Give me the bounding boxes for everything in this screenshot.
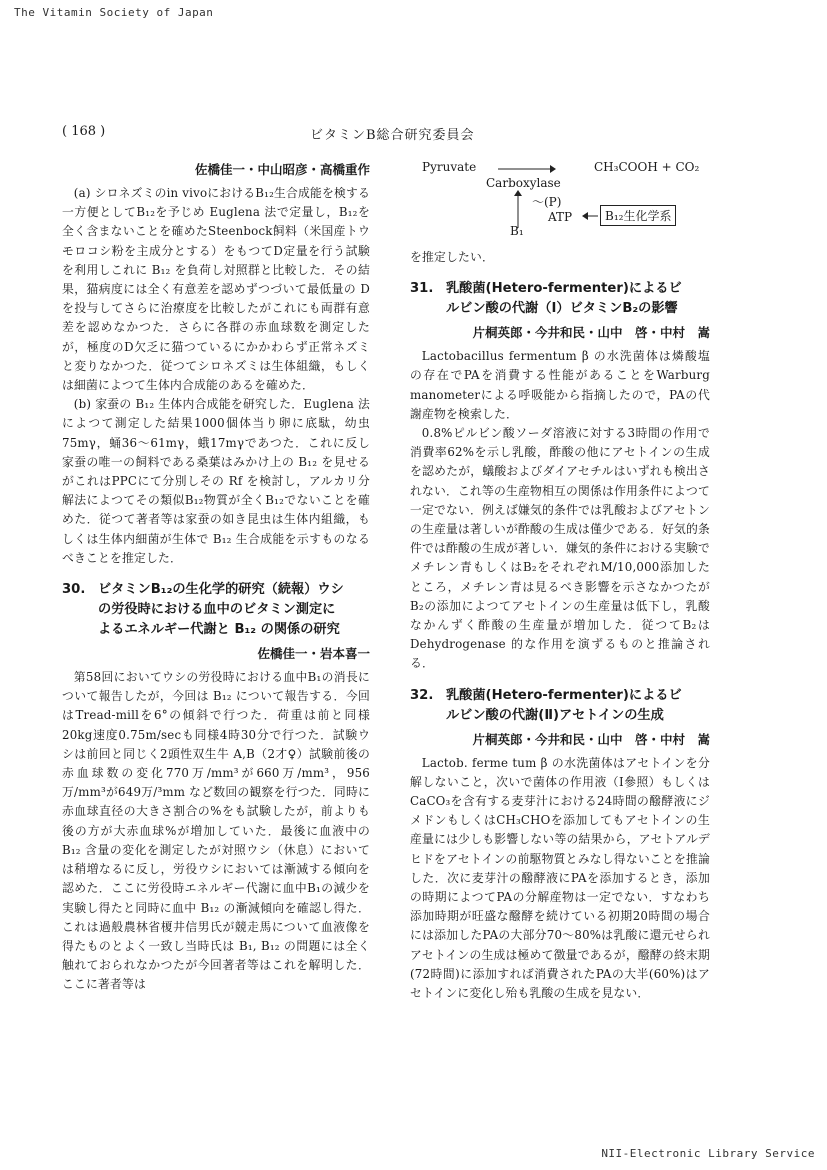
nii-footer: NII-Electronic Library Service <box>601 1147 815 1160</box>
page-number: ( 168 ) <box>62 124 106 139</box>
paragraph-32: Lactob. ferme tum β の水洗菌体はアセトインを分解しないこと，次いで菌体の作用液（I參照）もしくはCaCO₃を含有する麦芽汁における24時間の醱酵液にジメドンもしくはCH₃CHOを添加してもアセトインの生産量には少しも影響しない等の結果から，アセトアルデヒドをアセトインの前駆物質とみなし得ないことを推論した．次に麦芽汁の醱酵液にPAを添加するとき，添加の時期によつてPAの分解産物は一定でない．すなわち添加時期が旺盛な醱酵を続けている初期20時間の場合には添加したPAの大部分70～80%は乳酸に還元せられアセトインの生成は極めて徴量であるが，醱酵の終末期(72時間)に添加すれば消費されたPAの大半(60%)はアセトインに変化し殆も乳酸の生成を見ない． <box>410 755 710 1001</box>
paragraph-31-b: 0.8%ピルビン酸ソーダ溶液に対する3時間の作用で消費率62%を示し乳酸，酢酸の他にアセトインの生成を認めたが，蟻酸およびダイアセチルはいずれも検出されない．これ等の生産物相互の関係は作用条件によつて一定でない．例えば嫌気的条件では乳酸およびアセトンの生産量は著しいが酢酸の生成は僅少である．好気的条件では酢酸の生成が著しい．嫌気的条件における実験でメチレン青もしくはB₂をそれぞれM/10,000添加したところ，メチレン青は見るべき影響を示さなかつたがB₂の添加によつてアセトインの生産量は低下し，乳酸なかんずく酢酸の生産量が増加した．従つてB₂は Dehydrogenase 的な作用を演ずるものと推論される． <box>410 426 710 671</box>
section-30-title-3: よるエネルギー代謝と B₁₂ の関係の研究 <box>98 622 340 638</box>
section-31-heading <box>410 279 710 319</box>
section-30-title-2: の労役時における血中のビタミン測定に <box>98 602 336 618</box>
authors-3: 片桐英郎・今井和民・山中 啓・中村 嵩 <box>472 325 710 341</box>
paragraph-31-a: Lactobacillus fermentum β の水洗菌体は燐酸塩の存在でPAを消費する性能があることをWarburg manometerによる呼吸能から指摘したので，PAの代謝産物を検索した． <box>410 349 710 421</box>
paragraph-30: 第58回においてウシの労役時における血中B₁の消長について報告したが，今回は B₁₂ について報告する．今回はTread-millを6°の傾斜で行つた．荷重は前と同様20kg速度0.75m/secも同様4時30分で行つた．試験ウシは前回と同じく2頭性双生牛 A,B（2才♀）試験前後の赤血球数の変化770万/mm³が660万/mm³，956万/mm³が649万/³mm など数回の観察を行つた．同時に赤血球直径の大きさ割合の%をも試験したが，前よりも後の方が大赤血球%が増加していた．最後に血液中の B₁₂ 含量の変化を測定したが対照ウシ（休息）においては稍増なるに反し，労役ウシにおいては漸減する傾向を認めた．ここに労役時エネルギー代謝に血中B₁の減少を実験し得たと同時に血中 B₁₂ の漸減傾向を確認し得た．これは過般農林省榎井信男氏が競走馬について血液像を得たものとよく一致し当時氏は B₁, B₁₂ の問題には全く触れておられなかつたが今回著者等はこれを解明した．ここに著者等は <box>62 670 370 992</box>
section-30-title-1: ビタミンB₁₂の生化学的研究（続報）ウシ <box>98 582 344 598</box>
paragraph-b: (b) 家蚕の B₁₂ 生体内合成能を研究した．Euglena 法によつて測定した結果1000個体当り卵に底駄，幼虫75mγ，蛹36～61mγ，蛾17mγであつた．これに反し家蚕の唯一の飼料である桑葉はみかけ上の B₁₂ を見せるがこれはPPCにて分別しその Rf を検討し，アルカリ分解法によつてその類似B₁₂物質が全くB₁₂でないことを確めた．従つて著者等は家蚕の如き昆虫は生体内組織，もしくは生体内細菌が生体で B₁₂ 生合成能を示すものなるべきことを推定した． <box>62 397 370 565</box>
section-32-title-1: 乳酸菌(Hetero-fermenter)によるビ <box>446 687 682 703</box>
b1-label: B₁ <box>510 224 524 238</box>
section-31-title-2: ルビン酸の代謝（Ⅰ）ビタミンB₂の影響 <box>446 301 678 317</box>
pyruvate-label: Pyruvate <box>422 160 477 174</box>
up-arrow-icon <box>513 190 523 228</box>
section-31-number: 31. <box>410 281 434 297</box>
running-title: ビタミンB総合研究委員会 <box>310 128 475 143</box>
reaction-arrow-icon <box>498 164 556 174</box>
authors-4: 片桐英郎・今井和民・山中 啓・中村 嵩 <box>472 731 710 747</box>
atp-label: ATP <box>548 210 573 224</box>
authors-2: 佐橋佳一・岩本喜一 <box>257 646 370 662</box>
section-32-number: 32. <box>410 687 434 703</box>
b12-system-box: B₁₂生化学系 <box>600 205 676 226</box>
section-32-title-2: ルビン酸の代謝(Ⅱ)アセトインの生成 <box>446 707 664 723</box>
section-31-title-1: 乳酸菌(Hetero-fermenter)によるビ <box>446 281 682 297</box>
enzyme-label: Carboxylase <box>486 176 561 190</box>
right-column <box>410 160 710 1003</box>
section-30-number: 30. <box>62 582 86 598</box>
paragraph-continued: を推定したい． <box>410 250 494 264</box>
left-column <box>62 160 370 995</box>
product-label: CH₃COOH + CO₂ <box>594 160 700 174</box>
section-30-heading <box>62 580 370 640</box>
paragraph-a: (a) シロネズミのin vivoにおけるB₁₂生合成能を検する一方便としてB₁₂を予じめ Euglena 法で定量し，B₁₂を全く含まないことを確めたSteenbock飼料（米国産トウモロコシ粉を主成分とする）をもつてD定量を行う試験を利用しこれに B₁₂ を負荷し対照群と比較した．その結果，猫病度には全く有意差を認めずつづいて最低量の Dを投与してさらに治療度を比較したがこれにも両群有意差を認めなかつた．さらに各群の赤血球数を測定したが，極度のD欠乏に猫つているにかかわらず正常ネズミと変りなかつた．従つてシロネズミは生体組織，もしくは細菌によつて生体内合成能のあるを確めた． <box>62 186 370 393</box>
reaction-diagram <box>410 160 710 240</box>
phosphate-label: ～(P) <box>532 195 562 209</box>
authors-1: 佐橋佳一・中山昭彦・高橋重作 <box>194 162 370 177</box>
section-32-heading <box>410 686 710 726</box>
left-arrow-icon <box>582 211 598 221</box>
society-header: The Vitamin Society of Japan <box>14 6 214 19</box>
